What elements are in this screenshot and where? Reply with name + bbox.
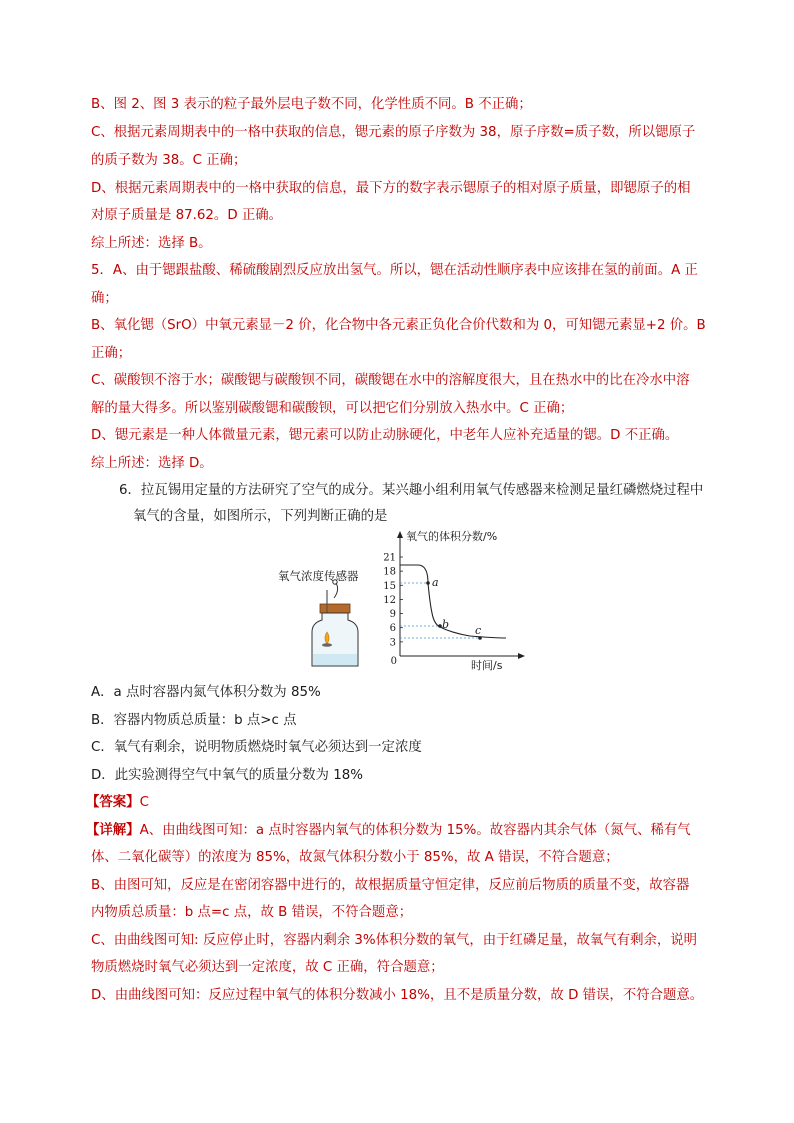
text-line: 解的量大得多。所以鉴别碳酸锶和碳酸钡，可以把它们分别放入热水中。C 正确； xyxy=(91,401,574,416)
x-axis-title: 时间/s xyxy=(471,659,503,672)
option-b: B．容器内物质总质量：b 点>c 点 xyxy=(91,713,297,728)
text-line: D、由曲线图可知：反应过程中氧气的体积分数减小 18%，且不是质量分数，故 D 错误，不符合题意。 xyxy=(91,988,704,1003)
sensor-wire xyxy=(334,583,338,598)
y-tick-label: 9 xyxy=(389,609,396,621)
explain-tag: 【详解】 xyxy=(86,823,140,838)
explain-text: A、由曲线图可知：a 点时容器内氧气的体积分数为 15%。故容器内其余气体（氮气、稀有气 xyxy=(139,823,691,838)
oxygen-sensor-figure xyxy=(270,528,530,674)
answer-line xyxy=(86,794,149,812)
point-c-label: c xyxy=(475,624,482,637)
y-axis-arrow xyxy=(397,531,403,538)
text-line: 5．A、由于锶跟盐酸、稀硫酸剧烈反应放出氢气。所以，锶在活动性顺序表中应该排在氢的前面。A 正 xyxy=(91,263,698,278)
y-tick-label: 21 xyxy=(383,552,396,564)
option-a: A．a 点时容器内氮气体积分数为 85% xyxy=(91,685,321,700)
oxygen-chart xyxy=(383,529,525,672)
apparatus-diagram xyxy=(278,569,359,666)
explain-line xyxy=(86,822,691,840)
text-line: 体、二氧化碳等）的浓度为 85%，故氮气体积分数小于 85%，故 A 错误，不符合题意； xyxy=(91,850,619,865)
y-tick-label: 12 xyxy=(383,594,396,606)
water xyxy=(313,654,357,665)
text-line: 的质子数为 38。C 正确； xyxy=(91,153,247,168)
text-line: C、碳酸钡不溶于水；碳酸锶与碳酸钡不同，碳酸锶在水中的溶解度很大，且在热水中的比在冷水中溶 xyxy=(91,373,690,388)
text-line: 正确； xyxy=(91,346,132,361)
origin-label: 0 xyxy=(390,656,397,667)
text-line: 综上所述：选择 B。 xyxy=(91,236,212,251)
text-line: C、根据元素周期表中的一格中获取的信息，锶元素的原子序数为 38，原子序数=质子数，所以锶原子 xyxy=(91,125,696,140)
option-c: C．氧气有剩余，说明物质燃烧时氧气必须达到一定浓度 xyxy=(91,740,422,755)
text-line: 物质燃烧时氧气必须达到一定浓度，故 C 正确，符合题意； xyxy=(91,960,444,975)
answer-value: C xyxy=(139,795,149,810)
spoon xyxy=(322,643,332,647)
y-axis-title: 氧气的体积分数/% xyxy=(406,530,498,543)
y-tick-label: 3 xyxy=(389,637,396,649)
text-line: B、图 2、图 3 表示的粒子最外层电子数不同，化学性质不同。B 不正确； xyxy=(91,97,532,112)
text-line: 内物质总质量：b 点=c 点，故 B 错误，不符合题意； xyxy=(91,905,413,920)
question-stem: 6．拉瓦锡用定量的方法研究了空气的成分。某兴趣小组利用氧气传感器来检测足量红磷燃烧过程中 xyxy=(119,483,704,498)
point-a xyxy=(426,581,430,585)
oxygen-curve xyxy=(400,565,506,638)
point-b-label: b xyxy=(442,618,450,631)
question-stem: 氧气的含量，如图所示，下列判断正确的是 xyxy=(133,509,388,524)
text-line: 对原子质量是 87.62。D 正确。 xyxy=(91,208,283,223)
text-line: B、氧化锶（SrO）中氧元素显－2 价，化合物中各元素正负化合价代数和为 0，可知锶元素显+2 价。B xyxy=(91,318,706,333)
option-d: D．此实验测得空气中氧气的质量分数为 18% xyxy=(91,768,363,783)
answer-tag: 【答案】 xyxy=(86,795,140,810)
text-line: 综上所述：选择 D。 xyxy=(91,456,213,471)
text-line: D、根据元素周期表中的一格中获取的信息，最下方的数字表示锶原子的相对原子质量，即锶原子的相 xyxy=(91,181,691,196)
y-tick-label: 6 xyxy=(389,623,396,635)
x-axis-arrow xyxy=(518,653,525,659)
stopper xyxy=(320,604,350,613)
text-line: C、由曲线图可知: 反应停止时，容器内剩余 3%体积分数的氧气，由于红磷足量，故氧气有剩余，说明 xyxy=(91,933,698,948)
sensor-label: 氧气浓度传感器 xyxy=(278,569,359,583)
y-tick-label: 18 xyxy=(383,566,396,578)
text-line: B、由图可知，反应是在密闭容器中进行的，故根据质量守恒定律，反应前后物质的质量不变，故容器 xyxy=(91,878,690,893)
text-line: 确； xyxy=(91,291,118,306)
point-a-label: a xyxy=(432,576,439,589)
text-line: D、锶元素是一种人体微量元素，锶元素可以防止动脉硬化，中老年人应补充适量的锶。D 不正确。 xyxy=(91,428,679,443)
y-tick-label: 15 xyxy=(383,580,396,592)
